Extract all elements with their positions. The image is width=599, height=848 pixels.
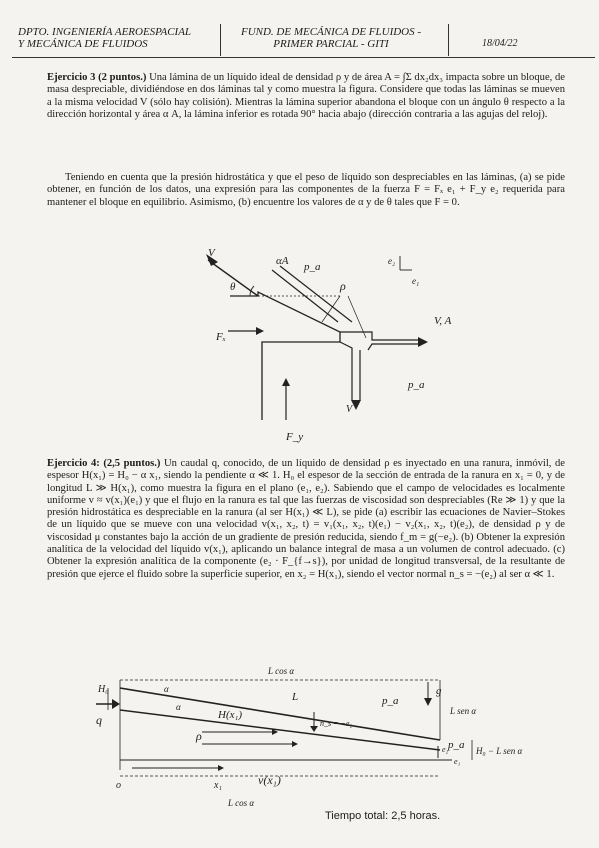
label-pa-top: p_a	[304, 261, 321, 273]
label-rho: ρ	[340, 279, 346, 293]
arrow-head-icon	[256, 327, 264, 335]
exam-header	[12, 24, 595, 58]
label-vx1: v(x₁)	[258, 773, 281, 787]
label-L: L	[292, 691, 299, 703]
label-Fx: Fₓ	[216, 331, 226, 343]
arrow-head-icon	[292, 741, 298, 747]
outgoing-sheet-upper	[340, 332, 418, 340]
lower-sheet	[340, 342, 352, 400]
label-ns: n_s = −e₂	[320, 719, 353, 728]
dept-line-2: Y MECÁNICA DE FLUIDOS	[18, 38, 148, 50]
header-divider	[448, 24, 449, 56]
arrow-head-icon	[418, 337, 428, 347]
arrow-head-icon	[310, 726, 318, 732]
exercise-3-statement	[47, 72, 565, 121]
label-origin: o	[116, 780, 121, 791]
exercise-3-figure	[190, 240, 480, 450]
arrow-head-icon	[282, 378, 290, 386]
exercise-4-paragraph: Un caudal q, conocido, de un líquido de densidad ρ es inyectado en una ranura, inmóvil, de espesor H(x₁) = H₀ − α x₁, siendo la pendiente α ≪ 1. H₀ el espesor de la sección de entrada de la ranura en x₁ = 0, y de longitud L ≫ H(x₁), como muestra la figura en el plano (e₁, e₂). Sabiendo que el campo de velocidades es localmente uniforme v ≈ v(x₁)(e₁) y que el flujo en la ranura es tal que las fuerzas de viscosidad son despreciables (Re ≫ 1) y que la presión hidrostática es despreciable en la ranura (al ser H(x₁) ≪ L), se pide (a) escribir las ecuaciones de Navier–Stokes de un líquido que se mueve con una velocidad v(x₁, x₂, t) = v₁(x₁, x₂, t)(e₁) − v₂(x₁, x₂, t)(e₂), de densidad ρ y de viscosidad μ constantes bajo la acción de un gradiente de presión reducida, siendo f_m = g(−e₂). (b) Obtener la expresión analítica de la velocidad del líquido v(x₁), aplicando un balance integral de masa a un volumen de control adecuado. (c) Obtener la expresión analítica de la componente (e₂ · F_{f→s}), por unidad de longitud transversal, de la resultante de presión que ejerce el fluido sobre la superficie superior, en x₂ = H(x₁), siendo el vector normal n_s = −(e₂) al ser α ≪ 1.	[47, 458, 566, 580]
dept-line-1: DPTO. INGENIERÍA AEROESPACIAL	[18, 26, 192, 38]
label-rho: ρ	[196, 729, 202, 743]
label-Lsen: L sen α	[450, 706, 477, 716]
label-Fy: F_y	[286, 431, 304, 443]
label-e2: e₂	[442, 745, 449, 754]
label-H0: H₀	[98, 684, 109, 695]
label-q: q	[96, 713, 102, 727]
exercise-3-paragraph-1: Una lámina de un líquido ideal de densidad ρ y de área A = ∫Σ dx₂dx₃ impacta sobre un bloque, de masa despreciable, dividiéndose en dos láminas tal y como muestra la figura. Considere que todas las láminas se mueven a la misma velocidad V (sólo hay colisión). Mientras la lámina superior abandona el bloque con un ángulo θ respecto a la dirección horizontal y área α A, la lámina inferior es rotada 90° hacia abajo (dirección contraria a las agujas del reloj).	[47, 72, 565, 120]
label-x1: x₁	[214, 780, 222, 791]
label-V: V	[208, 247, 215, 259]
label-alpha-low: α	[176, 702, 181, 712]
exercise-3-questions	[47, 172, 565, 209]
label-alpha-top: α	[164, 684, 169, 694]
arrow-head-icon	[351, 400, 361, 410]
label-alphaA: αA	[276, 255, 289, 267]
arrow-head-icon	[112, 699, 120, 709]
arrow-head-icon	[424, 698, 432, 706]
rho-leader	[322, 296, 340, 322]
exercise-3-paragraph-2: Teniendo en cuenta que la presión hidrostática y que el peso de líquido son despreciables en las láminas, (a) se pide obtener, en función de los datos, una expresión para las componentes de la fuerza F = Fₓ e₁ + F_y e₂ requerida para mantener el bloque en equilibrio. Asimismo, (b) encuentre los valores de α y de θ tales que F = 0.	[47, 172, 565, 208]
header-rule	[12, 57, 595, 58]
exercise-4-title: Ejercicio 4: (2,5 puntos.)	[47, 458, 161, 469]
exercise-3-title: Ejercicio 3 (2 puntos.)	[47, 72, 147, 83]
label-VA: V, A	[434, 315, 452, 327]
header-divider	[220, 24, 221, 56]
course-line-2: PRIMER PARCIAL - GITI	[273, 38, 389, 50]
total-time: Tiempo total: 2,5 horas.	[325, 810, 441, 822]
label-V-down: V	[346, 404, 353, 415]
label-e1: e₁	[412, 276, 420, 286]
label-H0-Lsen: H₀ − L sen α	[476, 746, 523, 756]
exam-date: 18/04/22	[482, 38, 518, 49]
department	[18, 26, 218, 50]
label-Lcos-top: L cos α	[268, 666, 295, 676]
exercise-4-figure	[92, 660, 562, 810]
upper-sheet-edge	[272, 270, 338, 322]
outgoing-sheet-lower	[368, 344, 418, 350]
label-pa-right: p_a	[448, 739, 465, 751]
course-title	[226, 26, 436, 50]
course-line-1: FUND. DE MECÁNICA DE FLUIDOS -	[240, 26, 422, 38]
label-pa-top: p_a	[382, 695, 399, 707]
label-pa-bottom: p_a	[408, 379, 425, 391]
label-Hx1: H(x₁)	[218, 709, 242, 721]
label-e2: e₂	[388, 256, 396, 266]
arrow-head-icon	[218, 765, 224, 771]
label-Lcos-bottom: L cos α	[228, 798, 255, 808]
label-e1: e₁	[454, 757, 461, 766]
exercise-4-statement	[47, 458, 565, 581]
label-theta: θ	[230, 281, 236, 293]
upper-sheet-edge	[280, 266, 352, 322]
label-g: g	[436, 685, 442, 697]
